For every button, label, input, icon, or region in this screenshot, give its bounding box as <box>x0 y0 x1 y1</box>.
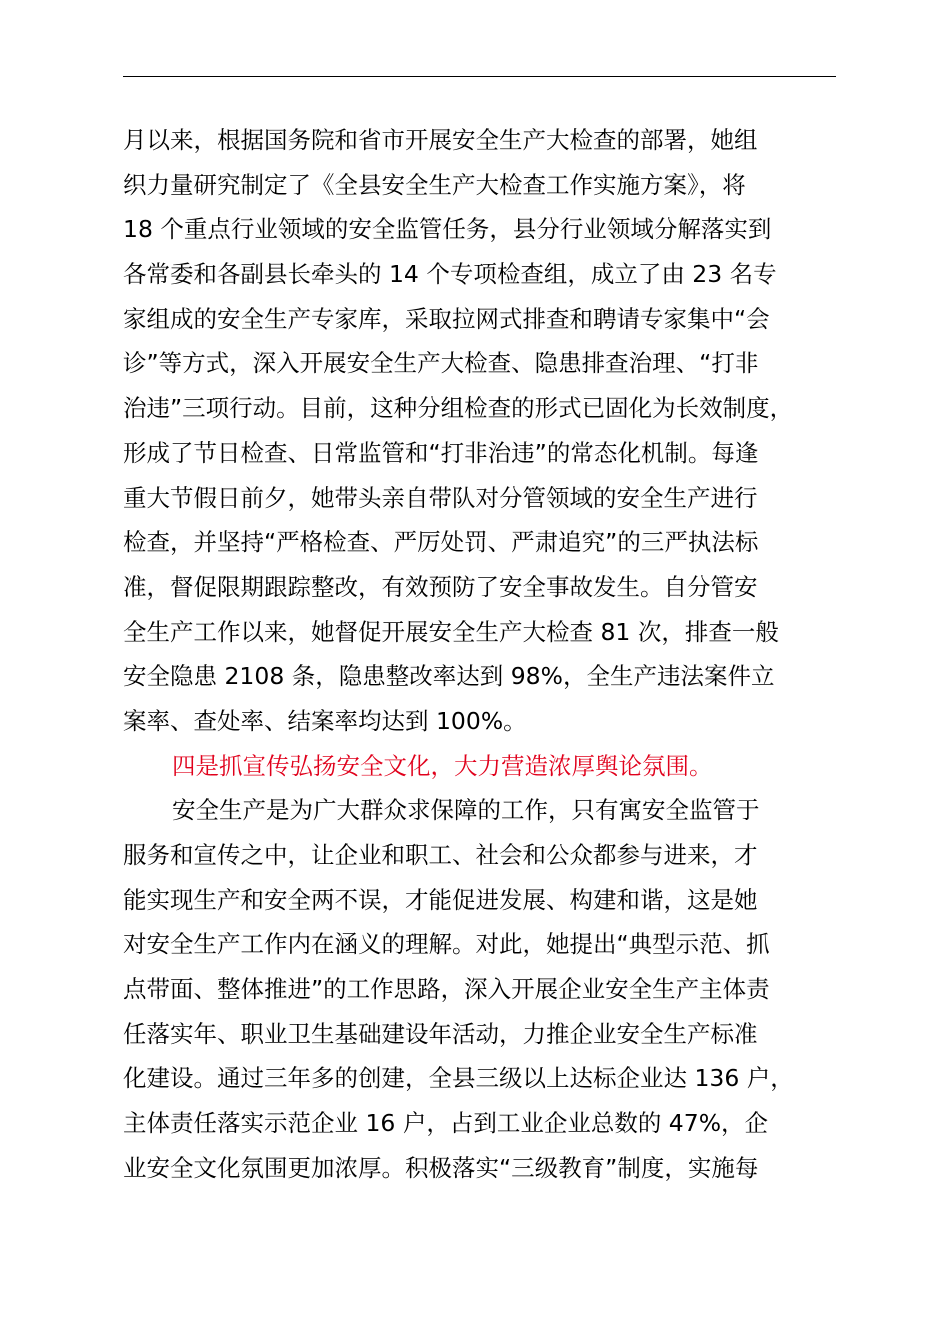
paragraph-inspection <box>123 118 837 744</box>
text-line: 案率、查处率、结案率均达到 100%。 <box>123 706 527 735</box>
text-line: 点带面、整体推进”的工作思路，深入开展企业安全生产主体责 <box>123 975 770 1004</box>
text-line: 任落实年、职业卫生基础建设年活动，力推企业安全生产标准 <box>123 1019 758 1048</box>
text-line: 安全生产是为广大群众求保障的工作，只有寓安全监管于 <box>172 796 760 825</box>
text-line: 服务和宣传之中，让企业和职工、社会和公众都参与进来，才 <box>123 841 758 869</box>
text-line: 安全隐患 2108 条，隐患整改率达到 98%，全生产违法案件立 <box>123 662 775 691</box>
text-line: 织力量研究制定了《全县安全生产大检查工作实施方案》，将 <box>123 170 746 199</box>
header-rule <box>123 76 836 77</box>
text-line: 形成了节日检查、日常监管和“打非治违”的常态化机制。每逢 <box>123 438 759 467</box>
text-line: 业安全文化氛围更加浓厚。积极落实“三级教育”制度，实施每 <box>123 1153 759 1182</box>
text-line: 全生产工作以来，她督促开展安全生产大检查 81 次，排查一般 <box>123 617 779 646</box>
text-line: 主体责任落实示范企业 16 户，占到工业企业总数的 47%，企 <box>123 1109 769 1138</box>
text-line: 检查，并坚持“严格检查、严厉处罚、严肃追究”的三严执法标 <box>123 528 759 557</box>
text-line: 各常委和各副县长牵头的 14 个专项检查组，成立了由 23 名专 <box>123 260 777 289</box>
text-line: 治违”三项行动。目前，这种分组检查的形式已固化为长效制度， <box>123 394 794 423</box>
section-heading-4: 四是抓宣传弘扬安全文化，大力营造浓厚舆论氛围。 <box>172 751 713 780</box>
text-line: 对安全生产工作内在涵义的理解。对此，她提出“典型示范、抓 <box>123 930 770 959</box>
text-line: 18 个重点行业领域的安全监管任务，县分行业领域分解落实到 <box>123 215 772 244</box>
document-body <box>123 118 837 1191</box>
text-line: 家组成的安全生产专家库，采取拉网式排查和聘请专家集中“会 <box>123 304 770 333</box>
text-line: 能实现生产和安全两不误，才能促进发展、构建和谐，这是她 <box>123 885 758 914</box>
paragraph-culture <box>123 788 837 1190</box>
text-line: 月以来，根据国务院和省市开展安全生产大检查的部署，她组 <box>123 126 758 154</box>
text-line: 诊”等方式，深入开展安全生产大检查、隐患排查治理、“打非 <box>123 349 759 378</box>
text-line: 重大节假日前夕，她带头亲自带队对分管领域的安全生产进行 <box>123 483 758 512</box>
text-line: 准，督促限期跟踪整改，有效预防了安全事故发生。自分管安 <box>123 572 758 601</box>
text-line: 化建设。通过三年多的创建，全县三级以上达标企业达 136 户， <box>123 1064 794 1093</box>
